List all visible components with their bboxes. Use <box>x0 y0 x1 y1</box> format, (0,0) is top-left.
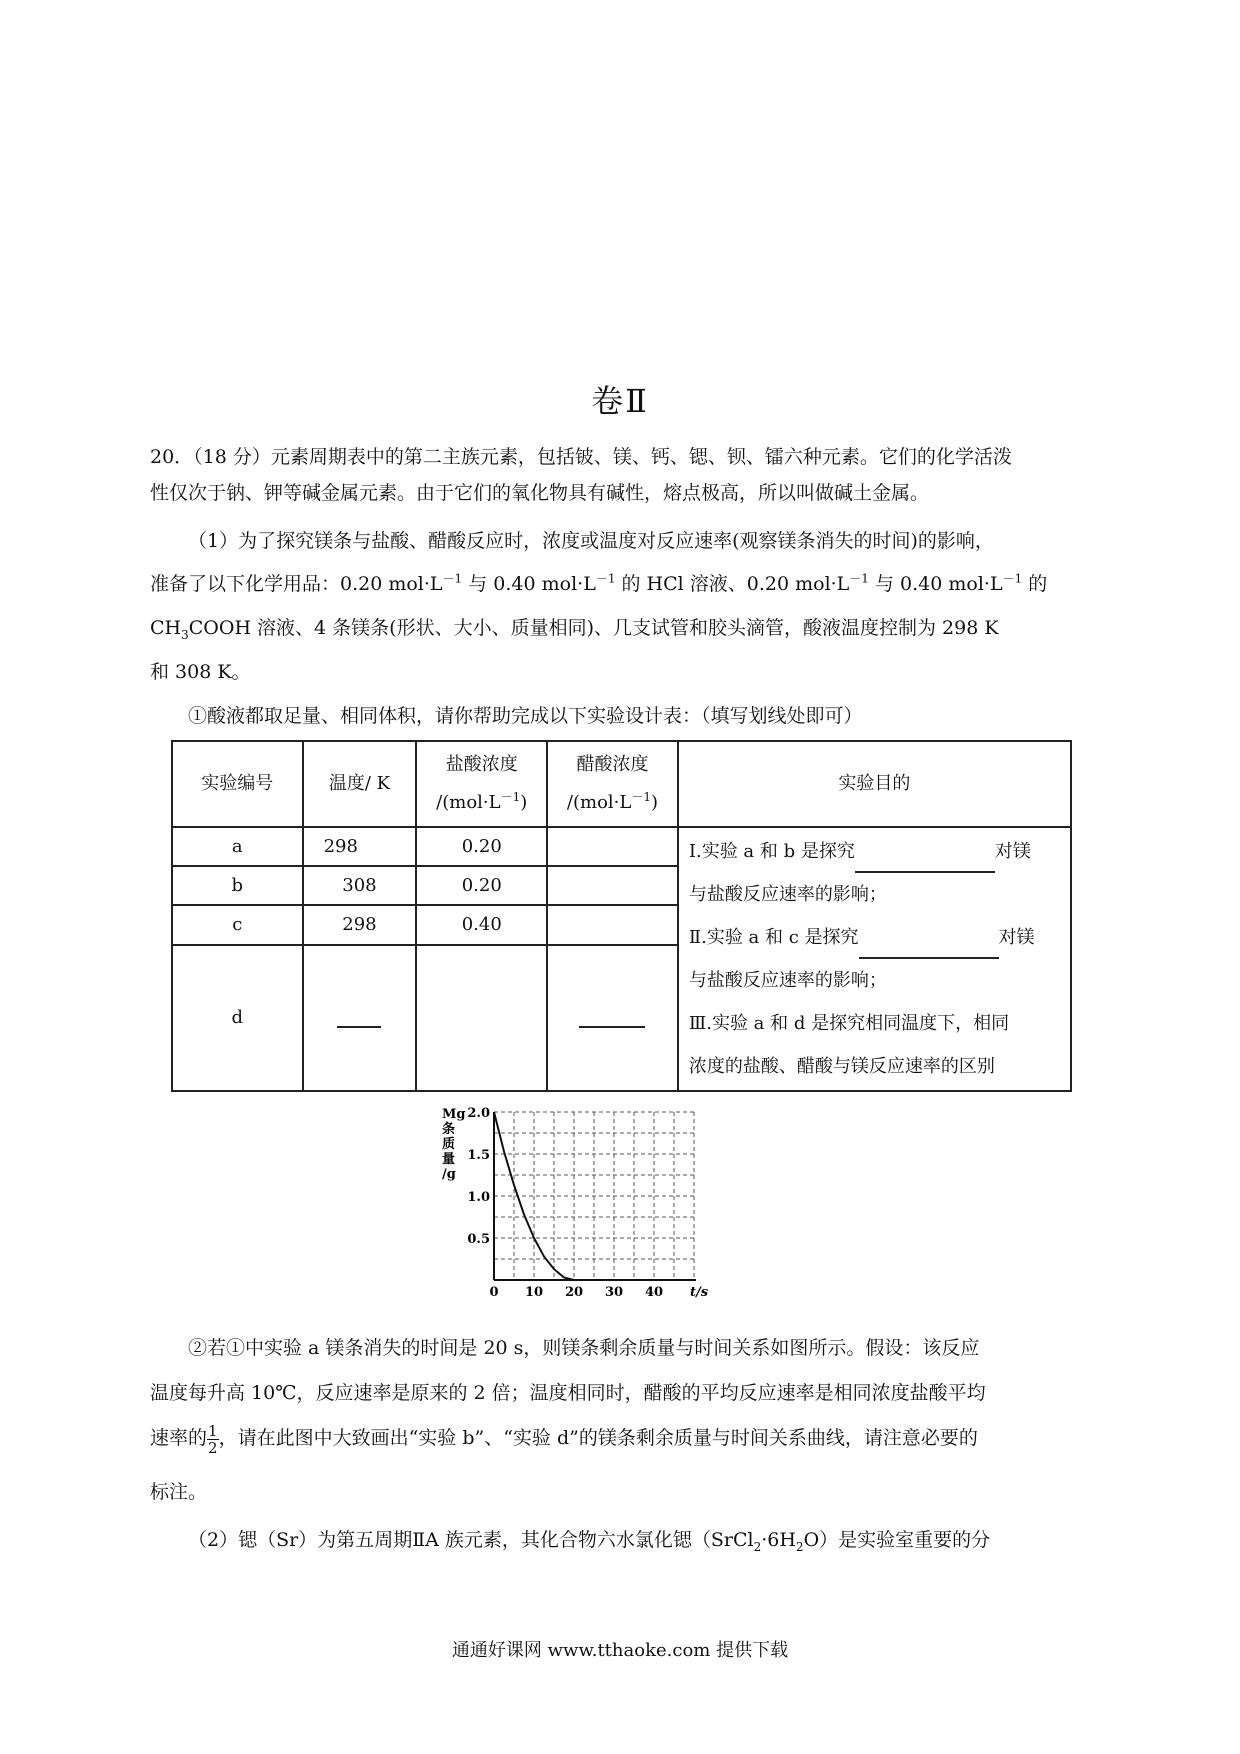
y-axis-label-part: 条 <box>442 1122 456 1137</box>
purpose-i-c: 与盐酸反应速率的影响； <box>688 884 887 905</box>
x-tick-label: 40 <box>644 1285 664 1298</box>
x-tick-labels <box>489 1285 663 1298</box>
cell-hcl <box>416 945 547 1091</box>
header-id: 实验编号 <box>172 741 303 827</box>
cell-acetic <box>547 905 678 944</box>
purpose-iii-a: Ⅲ.实验 a 和 d 是探究相同温度下，相同 <box>688 1013 1010 1034</box>
cell-hcl: 0.20 <box>416 827 547 866</box>
cell-id: c <box>172 905 303 944</box>
header-hcl-l1: 盐酸浓度 <box>445 754 518 775</box>
header-close: ) <box>651 792 659 813</box>
text-seg: 与 0.40 mol·L <box>874 573 1003 595</box>
answer-blank[interactable] <box>337 1012 381 1028</box>
subscript: 2 <box>795 1539 804 1554</box>
superscript: －1 <box>1002 571 1023 586</box>
cell-temp <box>303 945 417 1091</box>
cell-purpose <box>678 827 1071 1091</box>
text-seg: （2）锶（Sr）为第五周期ⅡA 族元素，其化合物六水氯化锶（SrCl <box>188 1529 754 1551</box>
y-axis-label-part: Mg <box>442 1107 466 1122</box>
cell-acetic <box>547 866 678 905</box>
y-tick-label: 2.0 <box>467 1106 490 1121</box>
table-header-row <box>172 741 1071 827</box>
text-seg: ，请在此图中大致画出“实验 b”、“实验 d”的镁条剩余质量与时间关系曲线，请注意必要的 <box>218 1427 978 1449</box>
q20-part1-line2 <box>150 566 1090 602</box>
footer: 通通好课网 www.tthaoke.com 提供下载 <box>451 1640 789 1661</box>
text-seg: O）是实验室重要的分 <box>803 1529 991 1551</box>
y-tick-labels <box>467 1106 490 1247</box>
purpose-i-a: Ⅰ.实验 a 和 b 是探究 <box>688 841 855 862</box>
q20-part1-line4: 和 308 K。 <box>150 661 251 683</box>
superscript: －1 <box>595 571 616 586</box>
header-ac-l2: /(mol·L <box>566 792 632 813</box>
q20-part2-line3 <box>150 1420 1090 1456</box>
header-acetic <box>547 741 678 827</box>
header-hcl-l2: /(mol·L <box>436 792 501 813</box>
x-tick-label: 0 <box>489 1285 499 1298</box>
superscript: －1 <box>631 790 651 804</box>
y-axis-label-part: 质 <box>442 1137 456 1152</box>
cell-temp: 298 <box>303 905 417 944</box>
fraction-one-half: $\frac{1}{2}$ <box>208 1421 218 1457</box>
header-close: ) <box>520 792 528 813</box>
cell-acetic <box>547 945 678 1091</box>
x-axis-label: t/s <box>690 1285 709 1298</box>
purpose-ii-b: 对镁 <box>998 927 1035 948</box>
cell-hcl: 0.20 <box>416 866 547 905</box>
cell-temp: 308 <box>303 866 417 905</box>
y-axis-label <box>442 1107 465 1182</box>
q20-part2-line2: 温度每升高 10℃，反应速率是原来的 2 倍；温度相同时，醋酸的平均反应速率是相同浓度盐酸平均 <box>150 1382 986 1404</box>
mg-mass-chart <box>438 1102 728 1298</box>
purpose-i-b: 对镁 <box>994 841 1031 862</box>
header-temp: 温度/ K <box>303 741 417 827</box>
page-title: 卷Ⅱ <box>591 382 649 420</box>
answer-blank[interactable] <box>579 1012 645 1028</box>
cell-hcl: 0.40 <box>416 905 547 944</box>
header-hcl <box>416 741 547 827</box>
cell-id: b <box>172 866 303 905</box>
answer-blank[interactable] <box>855 851 995 873</box>
header-ac-l1: 醋酸浓度 <box>576 754 649 775</box>
subscript: 2 <box>753 1539 762 1554</box>
y-axis-label-part: 量 <box>442 1152 456 1167</box>
y-tick-label: 1.5 <box>467 1148 490 1163</box>
header-purpose: 实验目的 <box>678 741 1071 827</box>
experiment-table <box>171 740 1072 1092</box>
purpose-ii-c: 与盐酸反应速率的影响； <box>688 970 887 991</box>
cell-id: a <box>172 827 303 866</box>
y-tick-label: 1.0 <box>467 1190 490 1205</box>
text-seg: 准备了以下化学用品：0.20 mol·L <box>150 573 443 595</box>
y-axis-label-part: /g <box>442 1167 456 1182</box>
subscript: 3 <box>181 627 189 642</box>
text-seg: COOH 溶液、4 条镁条(形状、大小、质量相同)、几支试管和胶头滴管，酸液温度控制为 298 K <box>188 617 999 639</box>
text-seg: 的 <box>1028 573 1048 595</box>
superscript: －1 <box>849 571 869 586</box>
cell-temp: 298 <box>303 827 417 866</box>
table-row <box>172 827 1071 866</box>
purpose-ii-a: Ⅱ.实验 a 和 c 是探究 <box>688 927 859 948</box>
text-seg: CH <box>150 617 182 639</box>
x-tick-label: 20 <box>564 1285 584 1298</box>
x-tick-label: 10 <box>524 1285 544 1298</box>
chart-grid <box>494 1112 694 1280</box>
text-seg: 速率的 <box>150 1427 208 1449</box>
q20-intro-line2: 性仅次于钠、钾等碱金属元素。由于它们的氧化物具有碱性，熔点极高，所以叫做碱土金属。 <box>150 482 930 504</box>
text-seg: 与 0.40 mol·L <box>468 573 596 595</box>
q20-part2-sr-line <box>150 1522 1090 1558</box>
q20-part2-line4: 标注。 <box>150 1481 208 1503</box>
superscript: －1 <box>500 790 521 804</box>
y-tick-label: 0.5 <box>467 1232 490 1247</box>
answer-blank[interactable] <box>859 937 999 959</box>
cell-id: d <box>172 945 303 1091</box>
q20-part1-line3 <box>150 610 1090 646</box>
text-seg: 的 HCl 溶液、0.20 mol·L <box>621 573 850 595</box>
q20-part1-line1: （1）为了探究镁条与盐酸、醋酸反应时，浓度或温度对反应速率(观察镁条消失的时间)的影响， <box>188 530 994 552</box>
q20-part1-instruction: ①酸液都取足量、相同体积，请你帮助完成以下实验设计表：（填写划线处即可） <box>188 705 863 727</box>
text-seg: ·6H <box>761 1529 796 1551</box>
purpose-iii-b: 浓度的盐酸、醋酸与镁反应速率的区别 <box>688 1056 995 1077</box>
superscript: －1 <box>442 571 463 586</box>
q20-part2-line1: ②若①中实验 a 镁条消失的时间是 20 s，则镁条剩余质量与时间关系如图所示。假设：该反应 <box>188 1337 980 1359</box>
cell-acetic <box>547 827 678 866</box>
q20-intro-line1: 20．（18 分）元素周期表中的第二主族元素，包括铍、镁、钙、锶、钡、镭六种元素。它们的化学活泼 <box>150 446 1012 468</box>
x-tick-label: 30 <box>604 1285 624 1298</box>
